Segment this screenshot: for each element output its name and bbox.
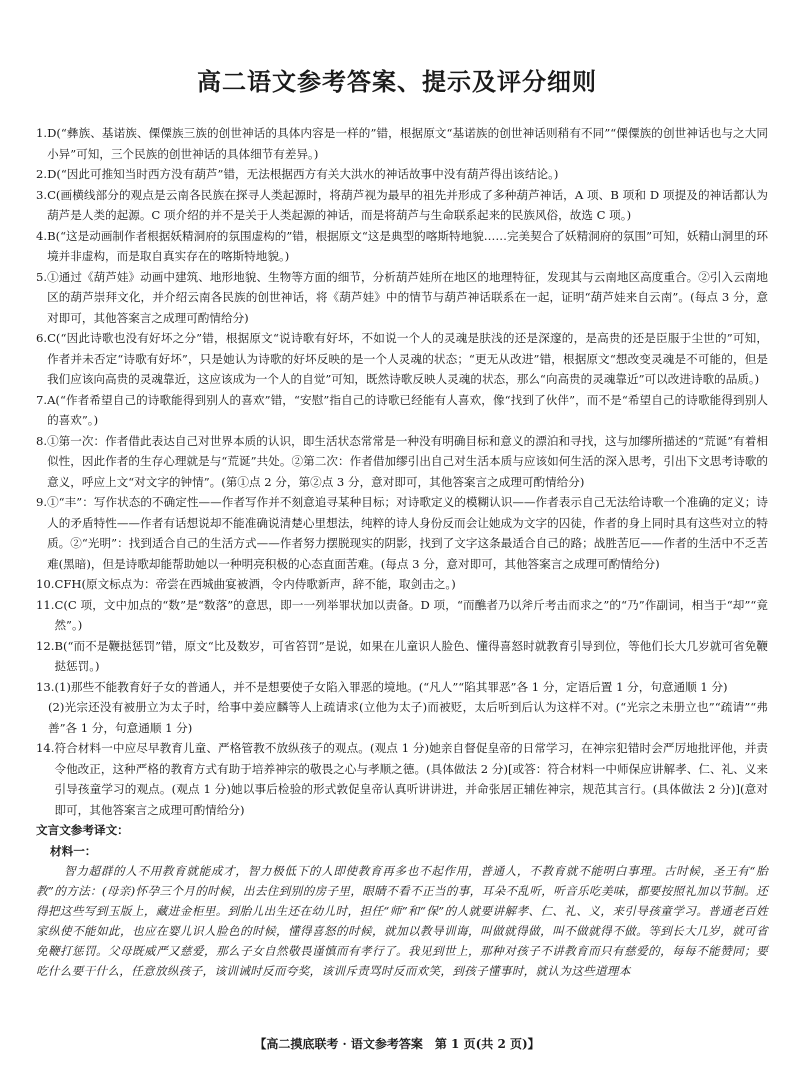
answer-text: D(“因此可推知当时西方没有葫芦”错，无法根据西方有关大洪水的神话故事中没有葫芦得出该结论。) xyxy=(47,167,559,181)
answer-text: B(“这是动画制作者根据妖精洞府的氛围虚构的”错，根据原文“这是典型的喀斯特地貌……完美契合了妖精洞府的氛围”可知，妖精山洞里的环境并非虚构，而是取自真实存在的喀斯特地貌。) xyxy=(47,228,768,263)
translation-paragraph: 智力超群的人不用教育就能成才，智力极低下的人即使教育再多也不起作用，普通人，不教育就不能明白事理。古时候，圣王有“胎教”的方法：(母亲)怀孕三个月的时候，出去住到别的房子里，眼睛不看不正当的事，耳朵不乱听，听音乐吃美味，都要按照礼加以节制。还得把这些写到玉版上，藏进金柜里。到胎儿出生还在幼儿时，担任“师”和“保”的人就要讲解孝、仁、礼、义，来引导孩童学习。普通老百姓家纵使不能如此，也应在婴儿识人脸色的时候，懂得喜怒的时候，就加以教导训诲，叫做就得做，叫不做就得不做。等到长大几岁，就可省免鞭打惩罚。父母既威严又慈爱，那么子女自然敬畏谨慎而有孝行了。我见到世上，那种对孩子不讲教育而只有慈爱的，每每不能赞同；要吃什么要干什么，任意放纵孩子，该训诫时反而夸奖，该训斥责骂时反而欢笑，到孩子懂事时，就认为这些道理本 xyxy=(36,864,768,978)
answer-text: 符合材料一中应尽早教育儿童、严格管教不放纵孩子的观点。(观点 1 分)她亲自督促皇帝的日常学习，在神宗犯错时会严厉地批评他，并责令他改正，这种严格的教育方式有助于培养神宗的敬畏之心与孝顺之德。(具体做法 2 分)[或答：符合材料一中师保应讲解孝、仁、礼、义来引导孩童学习的观点。(观点 1 分)她以事后检验的形式敦促皇帝认真听讲讲进，并命张居正辅佐神宗，规范其言行。(具体做法 2 分)](意对即可，其他答案言之成理可酌情给分) xyxy=(54,741,768,817)
answer-number: 4. xyxy=(36,228,48,243)
material-label: 材料一： xyxy=(50,843,97,858)
answer-number: 3. xyxy=(36,187,48,202)
answer-number: 8. xyxy=(36,433,48,448)
answer-item xyxy=(36,123,768,164)
answer-text: ①“丰”：写作状态的不确定性——作者写作并不刻意追寻某种目标；对诗歌定义的模糊认识——作者表示自己无法给诗歌一个准确的定义；诗人的矛盾特性——作者有话想说却不能准确说清楚心里想法，纯粹的诗人身份反而会让她成为文字的囚徒，作者的身上同时具有这些对立的特质。②“光明”：找到适合自己的生活方式——作者努力摆脱现实的阴影，找到了文字这条最适合自己的路；战胜苦厄——作者的生活中不乏苦难(黑暗)，但是诗歌却能帮助她以一种明亮积极的心态直面苦难。(每点 3 分，意对即可，其他答案言之成理可酌情给分) xyxy=(47,495,768,571)
answer-text: C(画横线部分的观点是云南各民族在探寻人类起源时，将葫芦视为最早的祖先并形成了多种葫芦神话，A 项、B 项和 D 项提及的神话都认为葫芦是人类的起源。C 项介绍的并不是关于人类起源的神话，而是将葫芦与生命联系起来的民族风俗，故选 C 项。) xyxy=(47,187,768,222)
answer-item xyxy=(36,595,768,636)
translation-heading: 文言文参考译文： xyxy=(36,823,129,837)
page-footer: 【高二摸底联考 · 语文参考答案 第 1 页(共 2 页)】 xyxy=(254,1037,540,1051)
answer-text: D(“彝族、基诺族、傈僳族三族的创世神话的具体内容是一样的”错，根据原文“基诺族的创世神话则稍有不同”“傈僳族的创世神话也与之大同小异”可知，三个民族的创世神话的具体细节有差异。) xyxy=(47,126,768,161)
page-title: 高二语文参考答案、提示及评分细则 xyxy=(197,68,597,96)
answer-item xyxy=(36,267,768,329)
answer-item xyxy=(36,431,768,493)
answer-text: CFH(原文标点为：帝尝在西城曲宴被酒，令内侍歌新声，辞不能，取剑击之。) xyxy=(54,577,456,591)
answer-item xyxy=(36,636,768,677)
answer-item xyxy=(36,574,768,595)
answer-text: A(“作者希望自己的诗歌能得到别人的喜欢”错，“安慰”指自己的诗歌已经能有人喜欢，像“找到了伙伴”，而不是“希望自己的诗歌能得到别人的喜欢”。) xyxy=(47,392,768,427)
answer-text: (1)那些不能教育好子女的普通人，并不是想要使子女陷入罪恶的境地。(“凡人”“陷其罪恶”各 1 分，定语后置 1 分，句意通顺 1 分) xyxy=(54,679,728,694)
answer-text: C(C 项，文中加点的“数”是“数落”的意思，即一一列举罪状加以责备。D 项，“而醮者乃以斧斤考击而求之”的“乃”作副词，相当于“却”“竟然”。) xyxy=(54,597,768,632)
answer-item xyxy=(36,185,768,226)
answer-item xyxy=(36,226,768,267)
answer-item xyxy=(36,492,768,574)
answer-text: B(“而不是鞭挞惩罚”错，原文“比及数岁，可省笞罚”是说，如果在儿童识人脸色、懂得喜怒时就教育引导到位，等他们长大几岁就可省免鞭挞惩罚。) xyxy=(54,638,768,673)
answer-number: 2. xyxy=(36,167,48,181)
answer-item xyxy=(36,738,768,820)
answer-text: ①第一次：作者借此表达自己对世界本质的认识，即生活状态常常是一种没有明确目标和意义的漂泊和寻找，这与加缪所描述的“荒诞”有着相似性，因此作者的生存心理就是与“荒诞”共处。②第二次：作者借加缪引出自己对生活本质与应该如何生活的深入思考，引出下文思考诗歌的意义，呼应上文“对文字的钟情”。(第①点 2 分，第②点 3 分，意对即可，其他答案言之成理可酌情给分) xyxy=(47,433,768,489)
answer-number: 11. xyxy=(36,597,55,612)
answer-number: 12. xyxy=(36,638,55,653)
answer-number: 5. xyxy=(36,269,48,284)
answer-item xyxy=(36,328,768,390)
answer-item xyxy=(36,164,768,185)
answer-number: 14. xyxy=(36,741,55,755)
answer-number: 9. xyxy=(36,495,48,509)
answer-number: 7. xyxy=(36,392,48,407)
answer-item xyxy=(36,390,768,431)
answer-subpart: (2)光宗还没有被册立为太子时，给事中姜应麟等人上疏请求(立他为太子)而被贬，太后听到后认为这样不对。(“光宗之未册立也”“疏请”“弗善”各 1 分，句意通顺 1 分) xyxy=(48,700,768,735)
answer-number: 10. xyxy=(36,577,55,591)
answers-body xyxy=(36,123,768,981)
answer-number: 1. xyxy=(36,126,48,140)
answer-text: ①通过《葫芦娃》动画中建筑、地形地貌、生物等方面的细节，分析葫芦娃所在地区的地理特征，发现其与云南地区高度重合。②引入云南地区的葫芦崇拜文化，并介绍云南各民族的创世神话，将《葫芦娃》中的情节与葫芦神话联系在一起，证明“葫芦娃来自云南”。(每点 3 分，意对即可，其他答案言之成理可酌情给分) xyxy=(47,269,768,325)
answer-number: 13. xyxy=(36,679,55,694)
answer-text: C(“因此诗歌也没有好坏之分”错，根据原文“说诗歌有好坏，不如说一个人的灵魂是肤浅的还是深邃的，是高贵的还是臣服于尘世的”可知，作者并未否定“诗歌有好坏”，只是她认为诗歌的好坏反映的是一个人灵魂的状态；“更无从改进”错，根据原文“想改变灵魂是不可能的，但是我们应该向高贵的灵魂靠近，这应该成为一个人的自觉”可知，既然诗歌反映人灵魂的状态，那么“向高贵的灵魂靠近”可以改进诗歌的品质。) xyxy=(47,331,768,386)
answer-number: 6. xyxy=(36,331,48,345)
answer-item xyxy=(36,677,768,698)
